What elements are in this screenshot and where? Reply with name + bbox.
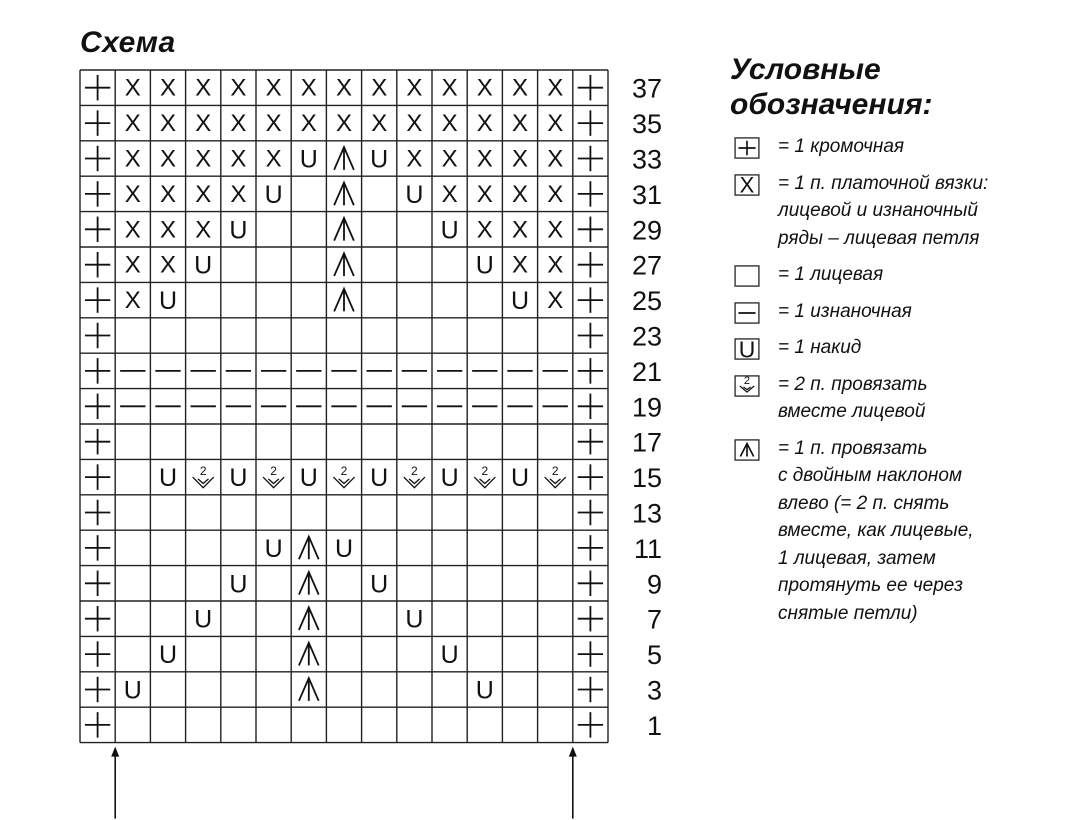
garter-stitch-icon: X: [195, 110, 212, 138]
k2tog-icon: [333, 477, 354, 488]
garter-stitch-icon: X: [547, 251, 564, 279]
yarn-over-icon: U: [440, 216, 459, 245]
legend-text: = 1 накид: [778, 337, 862, 358]
row-number: 3: [646, 675, 662, 706]
garter-stitch-icon: X: [476, 180, 493, 208]
k2tog-icon: [733, 375, 761, 397]
legend-text: 1 лицевая, затем: [778, 547, 936, 569]
garter-stitch-icon: X: [476, 145, 493, 173]
garter-stitch-icon: X: [371, 74, 388, 102]
yarn-over-icon: U: [405, 180, 424, 209]
double-decrease-icon: [299, 572, 319, 595]
yarn-over-icon: U: [299, 145, 318, 174]
garter-stitch-icon: X: [547, 74, 564, 102]
garter-stitch-icon: X: [159, 180, 177, 208]
garter-stitch-icon: X: [547, 110, 564, 138]
legend-text: = 1 кромочная: [778, 136, 905, 157]
garter-stitch-icon: X: [300, 110, 317, 138]
k2tog-number: 2: [411, 464, 418, 479]
purl-stitch-icon: [733, 302, 761, 324]
yarn-over-icon: U: [738, 338, 756, 360]
garter-stitch-icon: X: [406, 110, 423, 138]
garter-stitch-icon: X: [511, 180, 529, 208]
double-decrease-icon: [733, 439, 761, 461]
row-number: 29: [631, 215, 662, 246]
garter-stitch-icon: X: [159, 251, 177, 279]
row-number: 23: [631, 321, 662, 352]
row-number: 19: [631, 392, 662, 423]
yarn-over-icon: U: [334, 534, 354, 563]
garter-stitch-icon: X: [230, 110, 247, 138]
row-number: 31: [631, 179, 662, 210]
garter-stitch-icon: X: [476, 110, 493, 138]
garter-stitch-icon: X: [511, 74, 529, 102]
k2tog-number: 2: [270, 464, 277, 479]
double-decrease-icon: [334, 218, 354, 241]
garter-stitch-icon: X: [230, 145, 247, 173]
row-number: 33: [631, 144, 662, 175]
k2tog-number: 2: [551, 464, 559, 479]
row-number: 13: [631, 498, 662, 529]
double-decrease-icon: [334, 147, 354, 170]
row-number: 1: [646, 710, 662, 741]
legend-text: вместе, как лицевые,: [778, 520, 974, 541]
legend-text: снятые петли): [778, 602, 918, 624]
row-number: 11: [633, 533, 662, 564]
garter-stitch-icon: X: [124, 180, 141, 208]
k2tog-number: 2: [199, 464, 207, 479]
garter-stitch-icon: X: [739, 173, 755, 196]
legend-text: вместе лицевой: [778, 401, 926, 422]
yarn-over-icon: U: [440, 641, 459, 670]
k2tog-number: 2: [743, 374, 751, 387]
legend-title-line2: обозначения:: [730, 88, 933, 121]
k2tog-icon: [545, 477, 566, 488]
garter-stitch-icon: X: [441, 74, 458, 102]
yarn-over-icon: U: [264, 534, 283, 563]
row-number: 27: [631, 250, 662, 281]
row-number: 37: [631, 73, 662, 104]
k2tog-number: 2: [481, 464, 489, 479]
k2tog-icon: [474, 477, 495, 488]
garter-stitch-icon: X: [300, 74, 317, 102]
garter-stitch-icon: X: [195, 145, 212, 173]
k2tog-icon: [263, 477, 284, 488]
yarn-over-icon: U: [229, 216, 248, 245]
k2tog-number: 2: [340, 464, 348, 479]
garter-stitch-icon: X: [547, 216, 564, 244]
garter-stitch-icon: X: [265, 74, 282, 102]
double-decrease-icon: [299, 537, 319, 560]
edge-stitch-icon: [733, 137, 761, 159]
row-number: 35: [631, 109, 662, 140]
yarn-over-icon: U: [475, 251, 494, 280]
garter-stitch-icon: X: [511, 251, 529, 279]
garter-stitch-icon: X: [124, 74, 141, 102]
yarn-over-icon: U: [158, 287, 178, 316]
garter-stitch-icon: X: [195, 216, 212, 244]
garter-stitch-icon: X: [547, 180, 564, 208]
yarn-over-icon: U: [264, 180, 283, 209]
garter-stitch-icon: X: [441, 110, 458, 138]
yarn-over-icon: U: [510, 287, 530, 316]
garter-stitch-icon: X: [371, 110, 388, 138]
yarn-over-icon: U: [158, 464, 178, 493]
row-number: 9: [646, 569, 662, 600]
yarn-over-icon: U: [370, 570, 389, 599]
legend-text: = 1 п. платочной вязки:: [778, 172, 989, 194]
chart-cells: [85, 75, 603, 738]
garter-stitch-icon: X: [511, 110, 529, 138]
yarn-over-icon: U: [194, 251, 213, 280]
garter-stitch-icon: X: [335, 110, 353, 138]
yarn-over-icon: U: [370, 145, 389, 174]
garter-stitch-icon: X: [511, 145, 529, 173]
garter-stitch-icon: X: [406, 74, 423, 102]
garter-stitch-icon: X: [159, 110, 177, 138]
legend-text: = 1 п. провязать: [778, 437, 928, 459]
row-number: 25: [631, 286, 662, 317]
garter-stitch-icon: X: [441, 180, 458, 208]
double-decrease-icon: [334, 289, 354, 312]
garter-stitch-icon: X: [159, 145, 177, 173]
garter-stitch-icon: X: [511, 216, 529, 244]
garter-stitch-icon: X: [476, 74, 493, 102]
legend-text: с двойным наклоном: [778, 465, 962, 486]
double-decrease-icon: [299, 678, 319, 701]
up-arrow: [569, 747, 577, 757]
k2tog-icon: [404, 477, 425, 488]
garter-stitch-icon: X: [159, 74, 177, 102]
garter-stitch-icon: X: [441, 145, 458, 173]
garter-stitch-icon: X: [230, 74, 247, 102]
legend-title: [730, 52, 932, 122]
garter-stitch-icon: X: [159, 216, 177, 244]
garter-stitch-icon: X: [230, 180, 247, 208]
garter-stitch-icon: X: [265, 145, 282, 173]
legend-text: протянуть ее через: [778, 575, 963, 596]
yarn-over-icon: U: [370, 464, 389, 493]
yarn-over-icon: U: [194, 605, 213, 634]
yarn-over-icon: U: [440, 464, 459, 493]
yarn-over-icon: U: [123, 676, 142, 705]
yarn-over-icon: U: [510, 464, 530, 493]
legend-text: лицевой и изнаночный: [778, 200, 978, 221]
garter-stitch-icon: X: [265, 110, 282, 138]
yarn-over-icon: U: [158, 641, 178, 670]
double-decrease-icon: [299, 643, 319, 666]
garter-stitch-icon: X: [124, 287, 141, 315]
legend-text: ряды – лицевая петля: [778, 227, 980, 249]
garter-stitch-icon: X: [124, 216, 141, 244]
garter-stitch-icon: [733, 174, 761, 196]
up-arrow: [111, 747, 119, 757]
yarn-over-icon: [733, 338, 761, 360]
legend-text: = 1 изнаночная: [778, 300, 912, 322]
legend-title-line1: Условные: [730, 53, 881, 86]
double-decrease-icon: [334, 183, 354, 206]
row-number: 15: [631, 463, 662, 494]
yarn-over-icon: U: [405, 605, 424, 634]
garter-stitch-icon: X: [195, 74, 212, 102]
legend-text: = 1 лицевая: [778, 264, 884, 285]
garter-stitch-icon: X: [406, 145, 423, 173]
row-number: 7: [646, 604, 662, 635]
garter-stitch-icon: X: [124, 145, 141, 173]
garter-stitch-icon: X: [124, 251, 141, 279]
garter-stitch-icon: X: [124, 110, 141, 138]
yarn-over-icon: U: [475, 676, 494, 705]
garter-stitch-icon: X: [476, 216, 493, 244]
garter-stitch-icon: X: [547, 287, 564, 315]
legend-text: = 2 п. провязать: [778, 373, 928, 395]
legend-text: влево (= 2 п. снять: [778, 492, 950, 514]
double-decrease-icon: [334, 253, 354, 276]
garter-stitch-icon: X: [195, 180, 212, 208]
row-number: 21: [631, 356, 662, 387]
yarn-over-icon: U: [229, 570, 248, 599]
garter-stitch-icon: X: [547, 145, 564, 173]
row-number: 17: [631, 427, 662, 458]
row-number: 5: [646, 640, 662, 671]
yarn-over-icon: U: [229, 464, 248, 493]
yarn-over-icon: U: [299, 464, 318, 493]
knit-stitch-icon: [733, 265, 761, 287]
double-decrease-icon: [299, 607, 319, 630]
legend-symbol-box: [735, 266, 759, 286]
garter-stitch-icon: X: [335, 74, 353, 102]
scheme-title: Схема: [80, 26, 176, 59]
k2tog-icon: [193, 477, 214, 488]
